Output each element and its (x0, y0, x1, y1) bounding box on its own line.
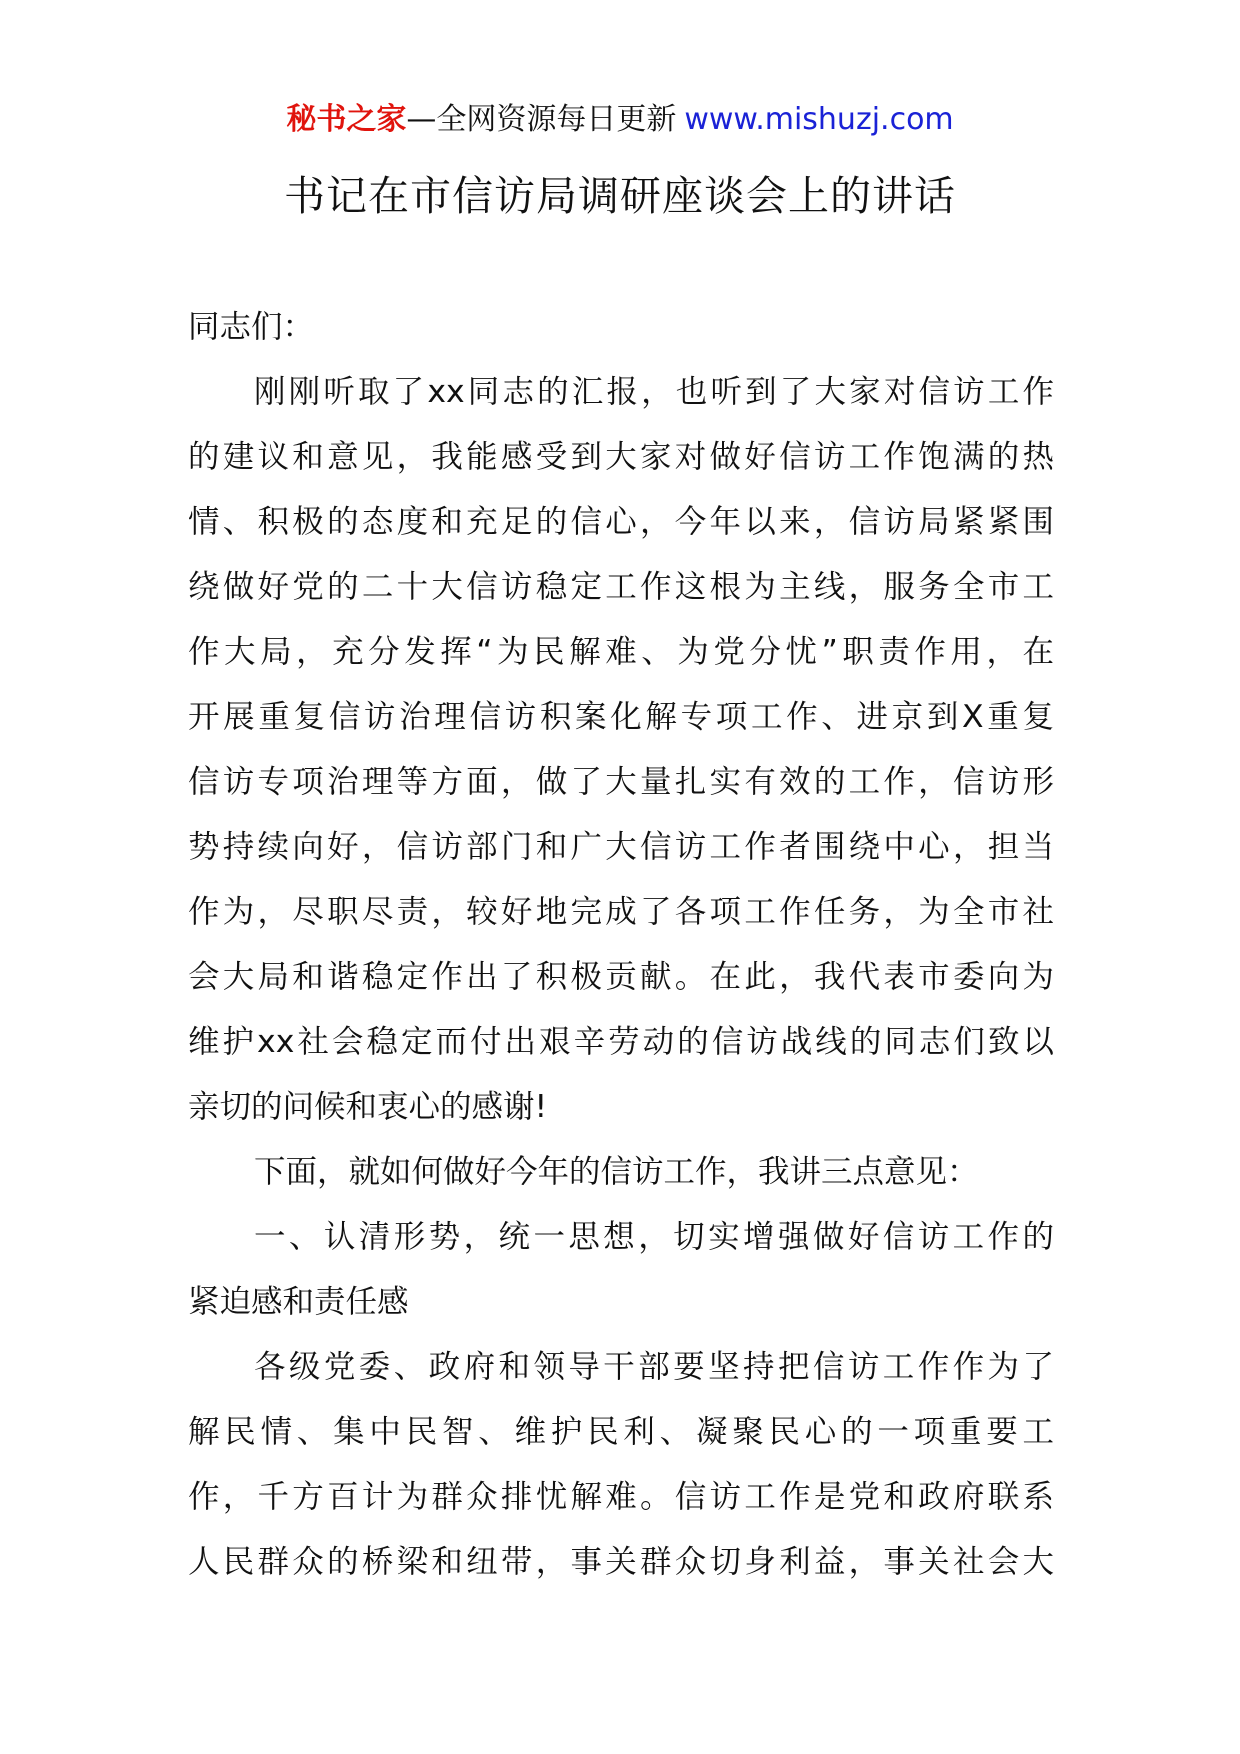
body-line: 会大局和谐稳定作出了积极贡献。在此，我代表市委向为 (188, 959, 1054, 995)
section-heading-line: 一、认清形势，统一思想，切实增强做好信访工作的 (254, 1219, 1054, 1255)
body-line: 绕做好党的二十大信访稳定工作这根为主线，服务全市工 (188, 569, 1054, 605)
body-line: 刚刚听取了xx同志的汇报，也听到了大家对信访工作 (254, 374, 1054, 410)
body-line: 势持续向好，信访部门和广大信访工作者围绕中心，担当 (188, 829, 1054, 865)
body-line: 信访专项治理等方面，做了大量扎实有效的工作，信访形 (188, 764, 1054, 800)
body-line: 情、积极的态度和充足的信心，今年以来，信访局紧紧围 (188, 504, 1054, 540)
section-heading-line: 紧迫感和责任感 (188, 1284, 409, 1320)
site-url-link[interactable]: www.mishuzj.com (684, 102, 954, 137)
body-line: 亲切的问候和衷心的感谢! (188, 1089, 548, 1125)
document-body (188, 295, 1054, 1595)
body-line: 下面，就如何做好今年的信访工作，我讲三点意见： (254, 1154, 979, 1190)
salutation-line: 同志们： (188, 309, 315, 345)
header-tagline: —全网资源每日更新 (406, 102, 677, 137)
header-banner (0, 100, 1240, 140)
document-title: 书记在市信访局调研座谈会上的讲话 (284, 172, 956, 220)
body-line: 开展重复信访治理信访积案化解专项工作、进京到X重复 (188, 699, 1054, 735)
body-line: 解民情、集中民智、维护民利、凝聚民心的一项重要工 (188, 1414, 1054, 1450)
body-line: 维护xx社会稳定而付出艰辛劳动的信访战线的同志们致以 (188, 1024, 1054, 1060)
body-line: 作，千方百计为群众排忧解难。信访工作是党和政府联系 (188, 1479, 1054, 1515)
body-line: 作为，尽职尽责，较好地完成了各项工作任务，为全市社 (188, 894, 1054, 930)
body-line: 人民群众的桥梁和纽带，事关群众切身利益，事关社会大 (188, 1544, 1054, 1580)
body-line: 作大局，充分发挥“为民解难、为党分忧”职责作用，在 (188, 634, 1054, 670)
brand-name: 秘书之家 (286, 102, 407, 137)
body-line: 各级党委、政府和领导干部要坚持把信访工作作为了 (254, 1349, 1054, 1385)
body-line: 的建议和意见，我能感受到大家对做好信访工作饱满的热 (188, 439, 1054, 475)
